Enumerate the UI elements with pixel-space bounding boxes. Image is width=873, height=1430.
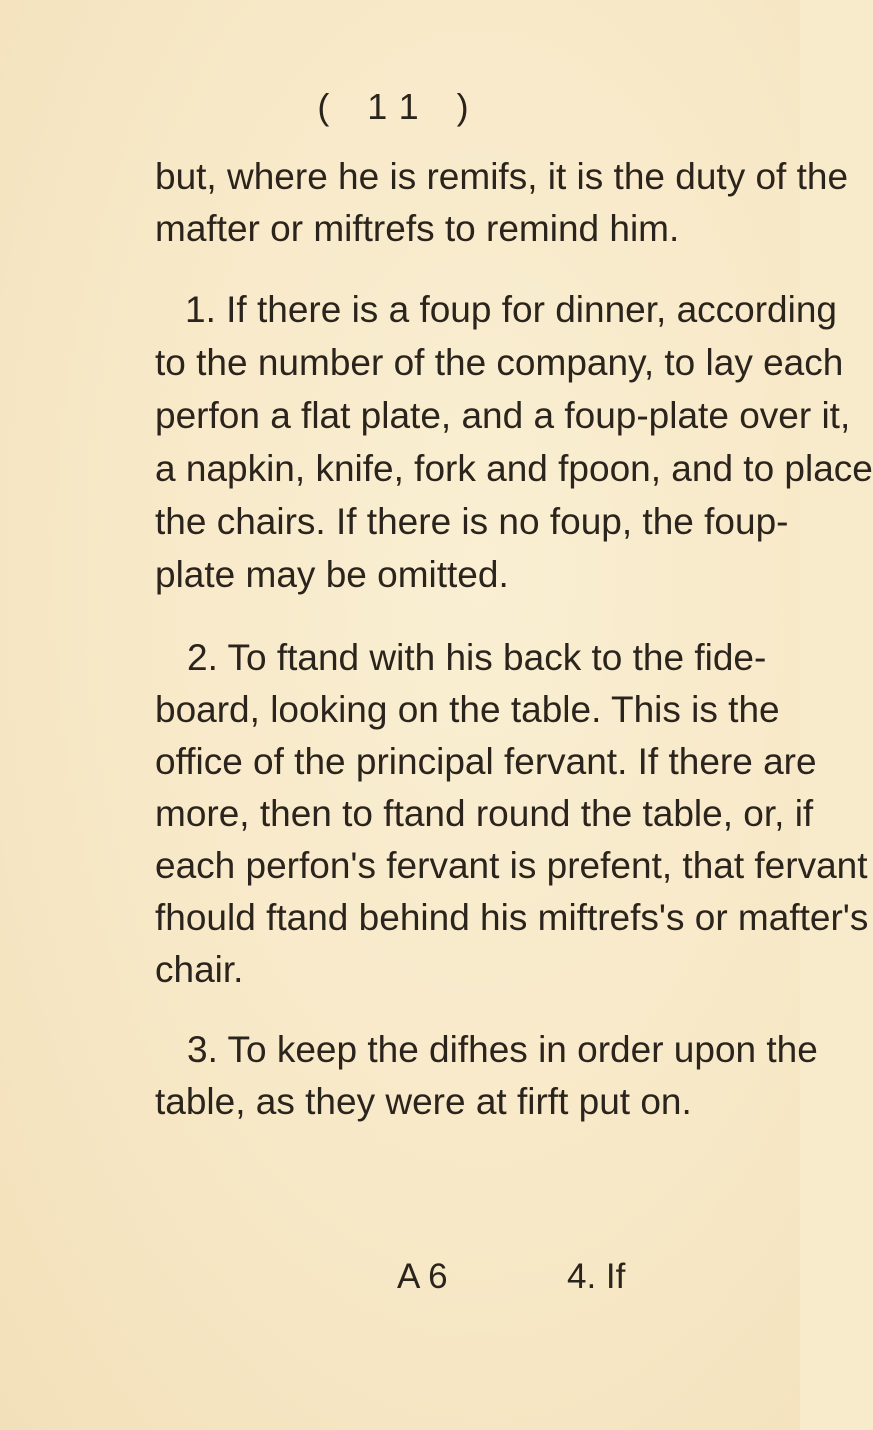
- text-line: table, as they were at firft put on.: [155, 1081, 692, 1122]
- catchword: 4. If: [567, 1257, 626, 1296]
- text-line: mafter or miftrefs to remind him.: [155, 208, 680, 249]
- text-line: 2. To ftand with his back to the fide-: [187, 637, 767, 678]
- text-line: the chairs. If there is no foup, the foup-: [155, 501, 789, 542]
- text-line: chair.: [155, 949, 244, 990]
- text-line: each perfon's fervant is prefent, that fervant: [155, 845, 868, 886]
- text-line: but, where he is remifs, it is the duty of the: [155, 156, 849, 197]
- text-line: board, looking on the table. This is the: [155, 689, 780, 730]
- text-line: office of the principal fervant. If there are: [155, 741, 817, 782]
- signature-mark: A 6: [397, 1257, 448, 1296]
- text-line: fhould ftand behind his miftrefs's or mafter's: [155, 897, 869, 938]
- text-line: 1. If there is a foup for dinner, according: [185, 289, 837, 330]
- text-line: 3. To keep the difhes in order upon the: [187, 1029, 818, 1070]
- text-line: perfon a flat plate, and a foup-plate over it,: [155, 395, 851, 436]
- page-number: ( 11 ): [317, 86, 483, 127]
- text-line: more, then to ftand round the table, or, if: [155, 793, 814, 834]
- text-line: to the number of the company, to lay each: [155, 342, 844, 383]
- text-line: plate may be omitted.: [155, 554, 509, 595]
- text-line: a napkin, knife, fork and fpoon, and to place: [155, 448, 873, 489]
